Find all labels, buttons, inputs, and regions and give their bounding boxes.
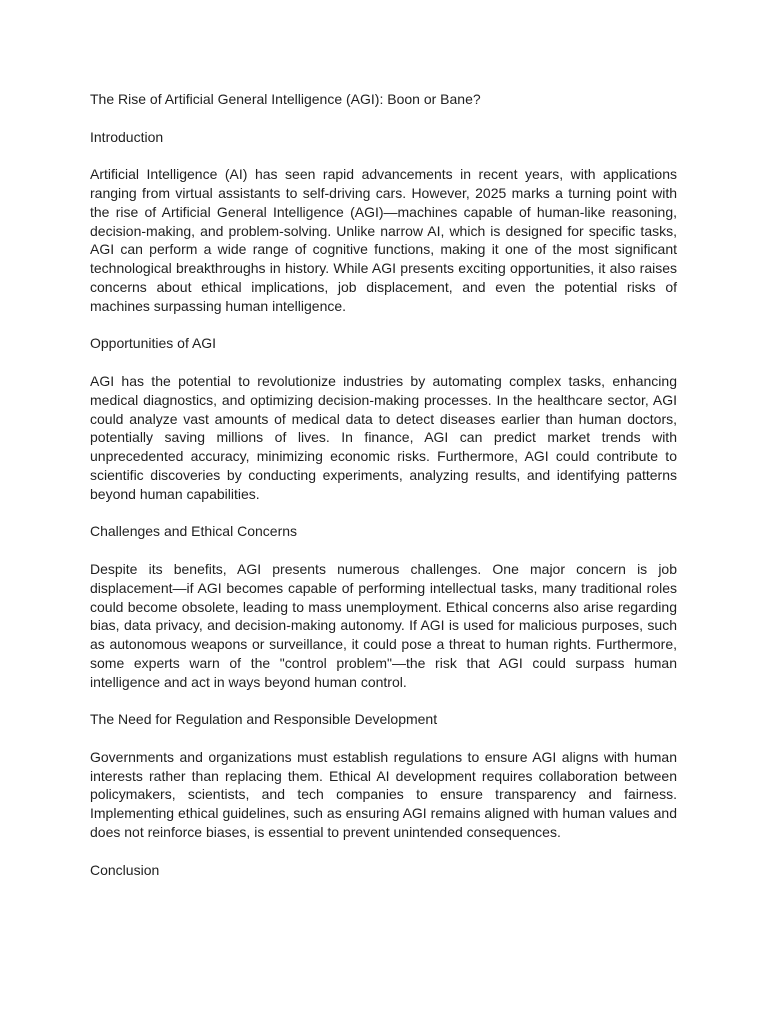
section-body-challenges: Despite its benefits, AGI presents numerous challenges. One major concern is job displacement—if AGI becomes capable of performing intellectual tasks, many traditional roles could become obsolete, leading to mass unemployment. Ethical concerns also arise regarding bias, data privacy, and decision-making autonomy. If AGI is used for malicious purposes, such as autonomous weapons or surveillance, it could pose a threat to human rights. Furthermore, some experts warn of the "control problem"—the risk that AGI could surpass human intelligence and act in ways beyond human control. bbox=[90, 560, 677, 690]
spacer bbox=[90, 109, 677, 128]
document-page bbox=[90, 90, 677, 879]
spacer bbox=[90, 541, 677, 560]
spacer bbox=[90, 353, 677, 372]
section-heading-challenges: Challenges and Ethical Concerns bbox=[90, 523, 298, 540]
section-body-introduction: Artificial Intelligence (AI) has seen rapid advancements in recent years, with applications ranging from virtual assistants to self-driving cars. However, 2025 marks a turning point with the rise of Artificial General Intelligence (AGI)—machines capable of human-like reasoning, decision-making, and problem-solving. Unlike narrow AI, which is designed for specific tasks, AGI can perform a wide range of cognitive functions, making it one of the most significant technological breakthroughs in history. While AGI presents exciting opportunities, it also raises concerns about ethical implications, job displacement, and even the potential risks of machines surpassing human intelligence. bbox=[90, 166, 677, 314]
spacer bbox=[90, 146, 677, 165]
spacer bbox=[90, 504, 677, 523]
section-body-opportunities: AGI has the potential to revolutionize industries by automating complex tasks, enhancing medical diagnostics, and optimizing decision-making processes. In the healthcare sector, AGI could analyze vast amounts of medical data to detect diseases earlier than human doctors, potentially saving millions of lives. In finance, AGI can predict market trends with unprecedented accuracy, minimizing economic risks. Furthermore, AGI could contribute to scientific discoveries by conducting experiments, analyzing results, and identifying patterns beyond human capabilities. bbox=[90, 372, 677, 502]
section-heading-regulation: The Need for Regulation and Responsible Development bbox=[90, 711, 438, 728]
section-heading-introduction: Introduction bbox=[90, 128, 164, 145]
document-title: The Rise of Artificial General Intelligence (AGI): Boon or Bane? bbox=[90, 91, 481, 107]
spacer bbox=[90, 842, 677, 861]
spacer bbox=[90, 729, 677, 748]
spacer bbox=[90, 316, 677, 335]
section-body-regulation: Governments and organizations must establish regulations to ensure AGI aligns with human interests rather than replacing them. Ethical AI development requires collaboration between policymakers, scientists, and tech companies to ensure transparency and fairness. Implementing ethical guidelines, such as ensuring AGI remains aligned with human values and does not reinforce biases, is essential to prevent unintended consequences. bbox=[90, 748, 677, 841]
section-heading-opportunities: Opportunities of AGI bbox=[90, 335, 217, 352]
section-heading-conclusion: Conclusion bbox=[90, 861, 160, 878]
spacer bbox=[90, 692, 677, 711]
